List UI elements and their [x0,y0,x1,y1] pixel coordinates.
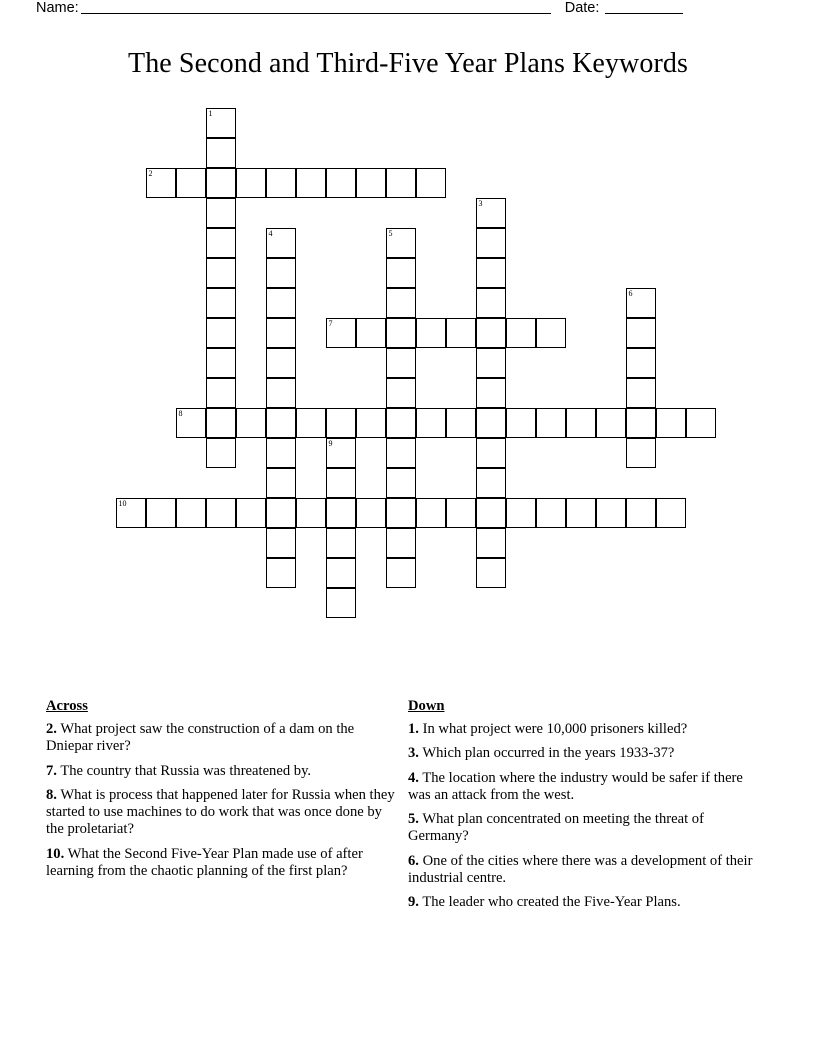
grid-cell[interactable] [206,378,236,408]
grid-cell-number: 4 [268,229,273,238]
grid-cell[interactable] [416,408,446,438]
grid-cell-number: 8 [178,409,183,418]
clue-item [408,721,756,738]
grid-cell-number: 2 [148,169,153,178]
grid-cell-number: 5 [388,229,393,238]
clue-item [408,853,756,887]
clue-text: The country that Russia was threatened by. [56,762,312,779]
clue-number: 3. [408,745,419,762]
grid-cell[interactable] [626,348,656,378]
grid-cell[interactable] [626,318,656,348]
grid-cell[interactable] [656,408,686,438]
grid-cell[interactable] [386,168,416,198]
grid-cell[interactable] [266,408,296,438]
grid-cell[interactable] [476,468,506,498]
grid-cell[interactable] [236,408,266,438]
clue-text: The leader who created the Five-Year Plans. [418,893,681,910]
grid-cell[interactable] [266,468,296,498]
grid-cell[interactable] [566,498,596,528]
crossword-grid[interactable] [0,108,816,678]
across-heading: Across [46,698,88,714]
grid-cell[interactable] [236,498,266,528]
grid-cell[interactable] [476,378,506,408]
clue-number: 2. [46,721,57,738]
grid-cell[interactable] [386,468,416,498]
grid-cell[interactable] [266,558,296,588]
grid-cell[interactable] [326,168,356,198]
clue-number: 9. [408,893,419,910]
grid-cell[interactable] [206,228,236,258]
clue-text: In what project were 10,000 prisoners killed? [418,721,688,738]
clue-number: 1. [408,721,419,738]
grid-cell[interactable] [206,438,236,468]
grid-cell[interactable] [326,558,356,588]
grid-cell[interactable] [626,438,656,468]
name-label: Name: [36,0,79,16]
grid-cell[interactable] [206,288,236,318]
grid-cell[interactable] [266,288,296,318]
clue-number: 10. [46,845,65,862]
across-clue-list [46,721,398,880]
name-date-header [36,0,780,26]
grid-cell[interactable] [326,468,356,498]
grid-cell[interactable] [446,498,476,528]
grid-cell[interactable] [356,318,386,348]
grid-cell[interactable] [296,498,326,528]
grid-cell[interactable] [386,498,416,528]
clue-text: Which plan occurred in the years 1933-37? [418,745,675,762]
grid-cell[interactable] [266,438,296,468]
clue-item [46,787,398,839]
grid-cell[interactable] [446,408,476,438]
across-column [46,698,398,887]
grid-cell[interactable] [206,318,236,348]
grid-cell[interactable] [476,288,506,318]
grid-cell[interactable] [146,498,176,528]
grid-cell[interactable] [476,198,506,228]
grid-cell-number: 10 [118,499,127,508]
clue-item [46,763,398,780]
grid-cell[interactable] [416,498,446,528]
grid-cell[interactable] [506,318,536,348]
grid-cell[interactable] [176,498,206,528]
down-clue-list [408,721,756,911]
grid-cell[interactable] [326,408,356,438]
grid-cell-number: 6 [628,289,633,298]
clue-number: 6. [408,852,419,869]
clue-item [408,770,756,804]
clue-item [46,721,398,755]
grid-cell[interactable] [176,408,206,438]
grid-cell[interactable] [386,408,416,438]
grid-cell[interactable] [566,408,596,438]
grid-cell[interactable] [266,228,296,258]
grid-cell[interactable] [206,198,236,228]
grid-cell[interactable] [626,288,656,318]
clue-text: What is process that happened later for Russia when they started to use machines to do work that was once done by the proletariat? [46,786,395,838]
grid-cell[interactable] [476,498,506,528]
clue-number: 8. [46,786,57,803]
down-column [408,698,756,918]
grid-cell[interactable] [476,438,506,468]
grid-cell[interactable] [116,498,146,528]
grid-cell[interactable] [476,228,506,258]
page-title: The Second and Third-Five Year Plans Keywords [127,48,688,79]
grid-cell[interactable] [476,558,506,588]
grid-cell[interactable] [476,408,506,438]
grid-cell[interactable] [266,348,296,378]
grid-cell[interactable] [326,438,356,468]
name-write-line[interactable] [81,0,551,14]
grid-cell[interactable] [146,168,176,198]
grid-cell[interactable] [356,408,386,438]
clue-item [46,846,398,880]
grid-cell[interactable] [296,168,326,198]
grid-cell-number: 7 [328,319,333,328]
grid-cell[interactable] [326,498,356,528]
grid-cell[interactable] [176,168,206,198]
grid-cell[interactable] [386,528,416,558]
grid-cell[interactable] [206,408,236,438]
grid-cell[interactable] [386,228,416,258]
grid-cell[interactable] [596,498,626,528]
grid-cell[interactable] [386,318,416,348]
clue-text: What the Second Five-Year Plan made use of after learning from the chaotic planning of the first plan? [46,845,363,879]
grid-cell[interactable] [416,168,446,198]
grid-cell[interactable] [656,498,686,528]
grid-cell[interactable] [266,498,296,528]
grid-cell[interactable] [356,168,386,198]
grid-cell[interactable] [296,408,326,438]
grid-cell[interactable] [386,288,416,318]
grid-cell[interactable] [386,348,416,378]
grid-cell-number: 9 [328,439,333,448]
grid-cell[interactable] [266,168,296,198]
clue-number: 7. [46,762,57,779]
clue-item [408,745,756,762]
grid-cell[interactable] [356,498,386,528]
grid-cell[interactable] [536,408,566,438]
grid-cell[interactable] [386,378,416,408]
grid-cell[interactable] [386,558,416,588]
grid-cell[interactable] [206,138,236,168]
clue-text: What project saw the construction of a dam on the Dniepar river? [46,721,355,755]
grid-cell[interactable] [476,528,506,558]
clue-number: 4. [408,769,419,786]
grid-cell[interactable] [686,408,716,438]
grid-cell[interactable] [536,318,566,348]
grid-cell[interactable] [206,498,236,528]
grid-cell[interactable] [596,408,626,438]
date-write-line[interactable] [605,0,683,14]
grid-cell[interactable] [476,318,506,348]
grid-cell-number: 1 [208,109,213,118]
grid-cell[interactable] [266,318,296,348]
grid-cell-number: 3 [478,199,483,208]
grid-cell[interactable] [386,258,416,288]
grid-cell[interactable] [326,588,356,618]
grid-cell[interactable] [236,168,266,198]
grid-cell[interactable] [266,258,296,288]
grid-cell[interactable] [266,528,296,558]
grid-cell[interactable] [326,528,356,558]
grid-cell[interactable] [386,438,416,468]
grid-cell[interactable] [476,348,506,378]
clue-item [408,894,756,911]
grid-cell[interactable] [206,168,236,198]
clue-item [408,811,756,845]
down-heading: Down [408,698,445,714]
clue-text: What plan concentrated on meeting the threat of Germany? [408,811,704,845]
grid-cell[interactable] [206,108,236,138]
clue-text: One of the cities where there was a development of their industrial centre. [408,852,753,886]
grid-cell[interactable] [506,408,536,438]
date-label: Date: [564,0,600,16]
clues-section [46,698,776,958]
grid-cell[interactable] [476,258,506,288]
clue-text: The location where the industry would be safer if there was an attack from the west. [408,769,743,803]
grid-cell[interactable] [266,378,296,408]
grid-cell[interactable] [326,318,356,348]
grid-cell[interactable] [446,318,476,348]
grid-cell[interactable] [206,348,236,378]
grid-cell[interactable] [206,258,236,288]
grid-cell[interactable] [536,498,566,528]
grid-cell[interactable] [626,378,656,408]
grid-cell[interactable] [626,498,656,528]
grid-cell[interactable] [626,408,656,438]
grid-cell[interactable] [506,498,536,528]
clue-number: 5. [408,811,419,828]
grid-cell[interactable] [416,318,446,348]
